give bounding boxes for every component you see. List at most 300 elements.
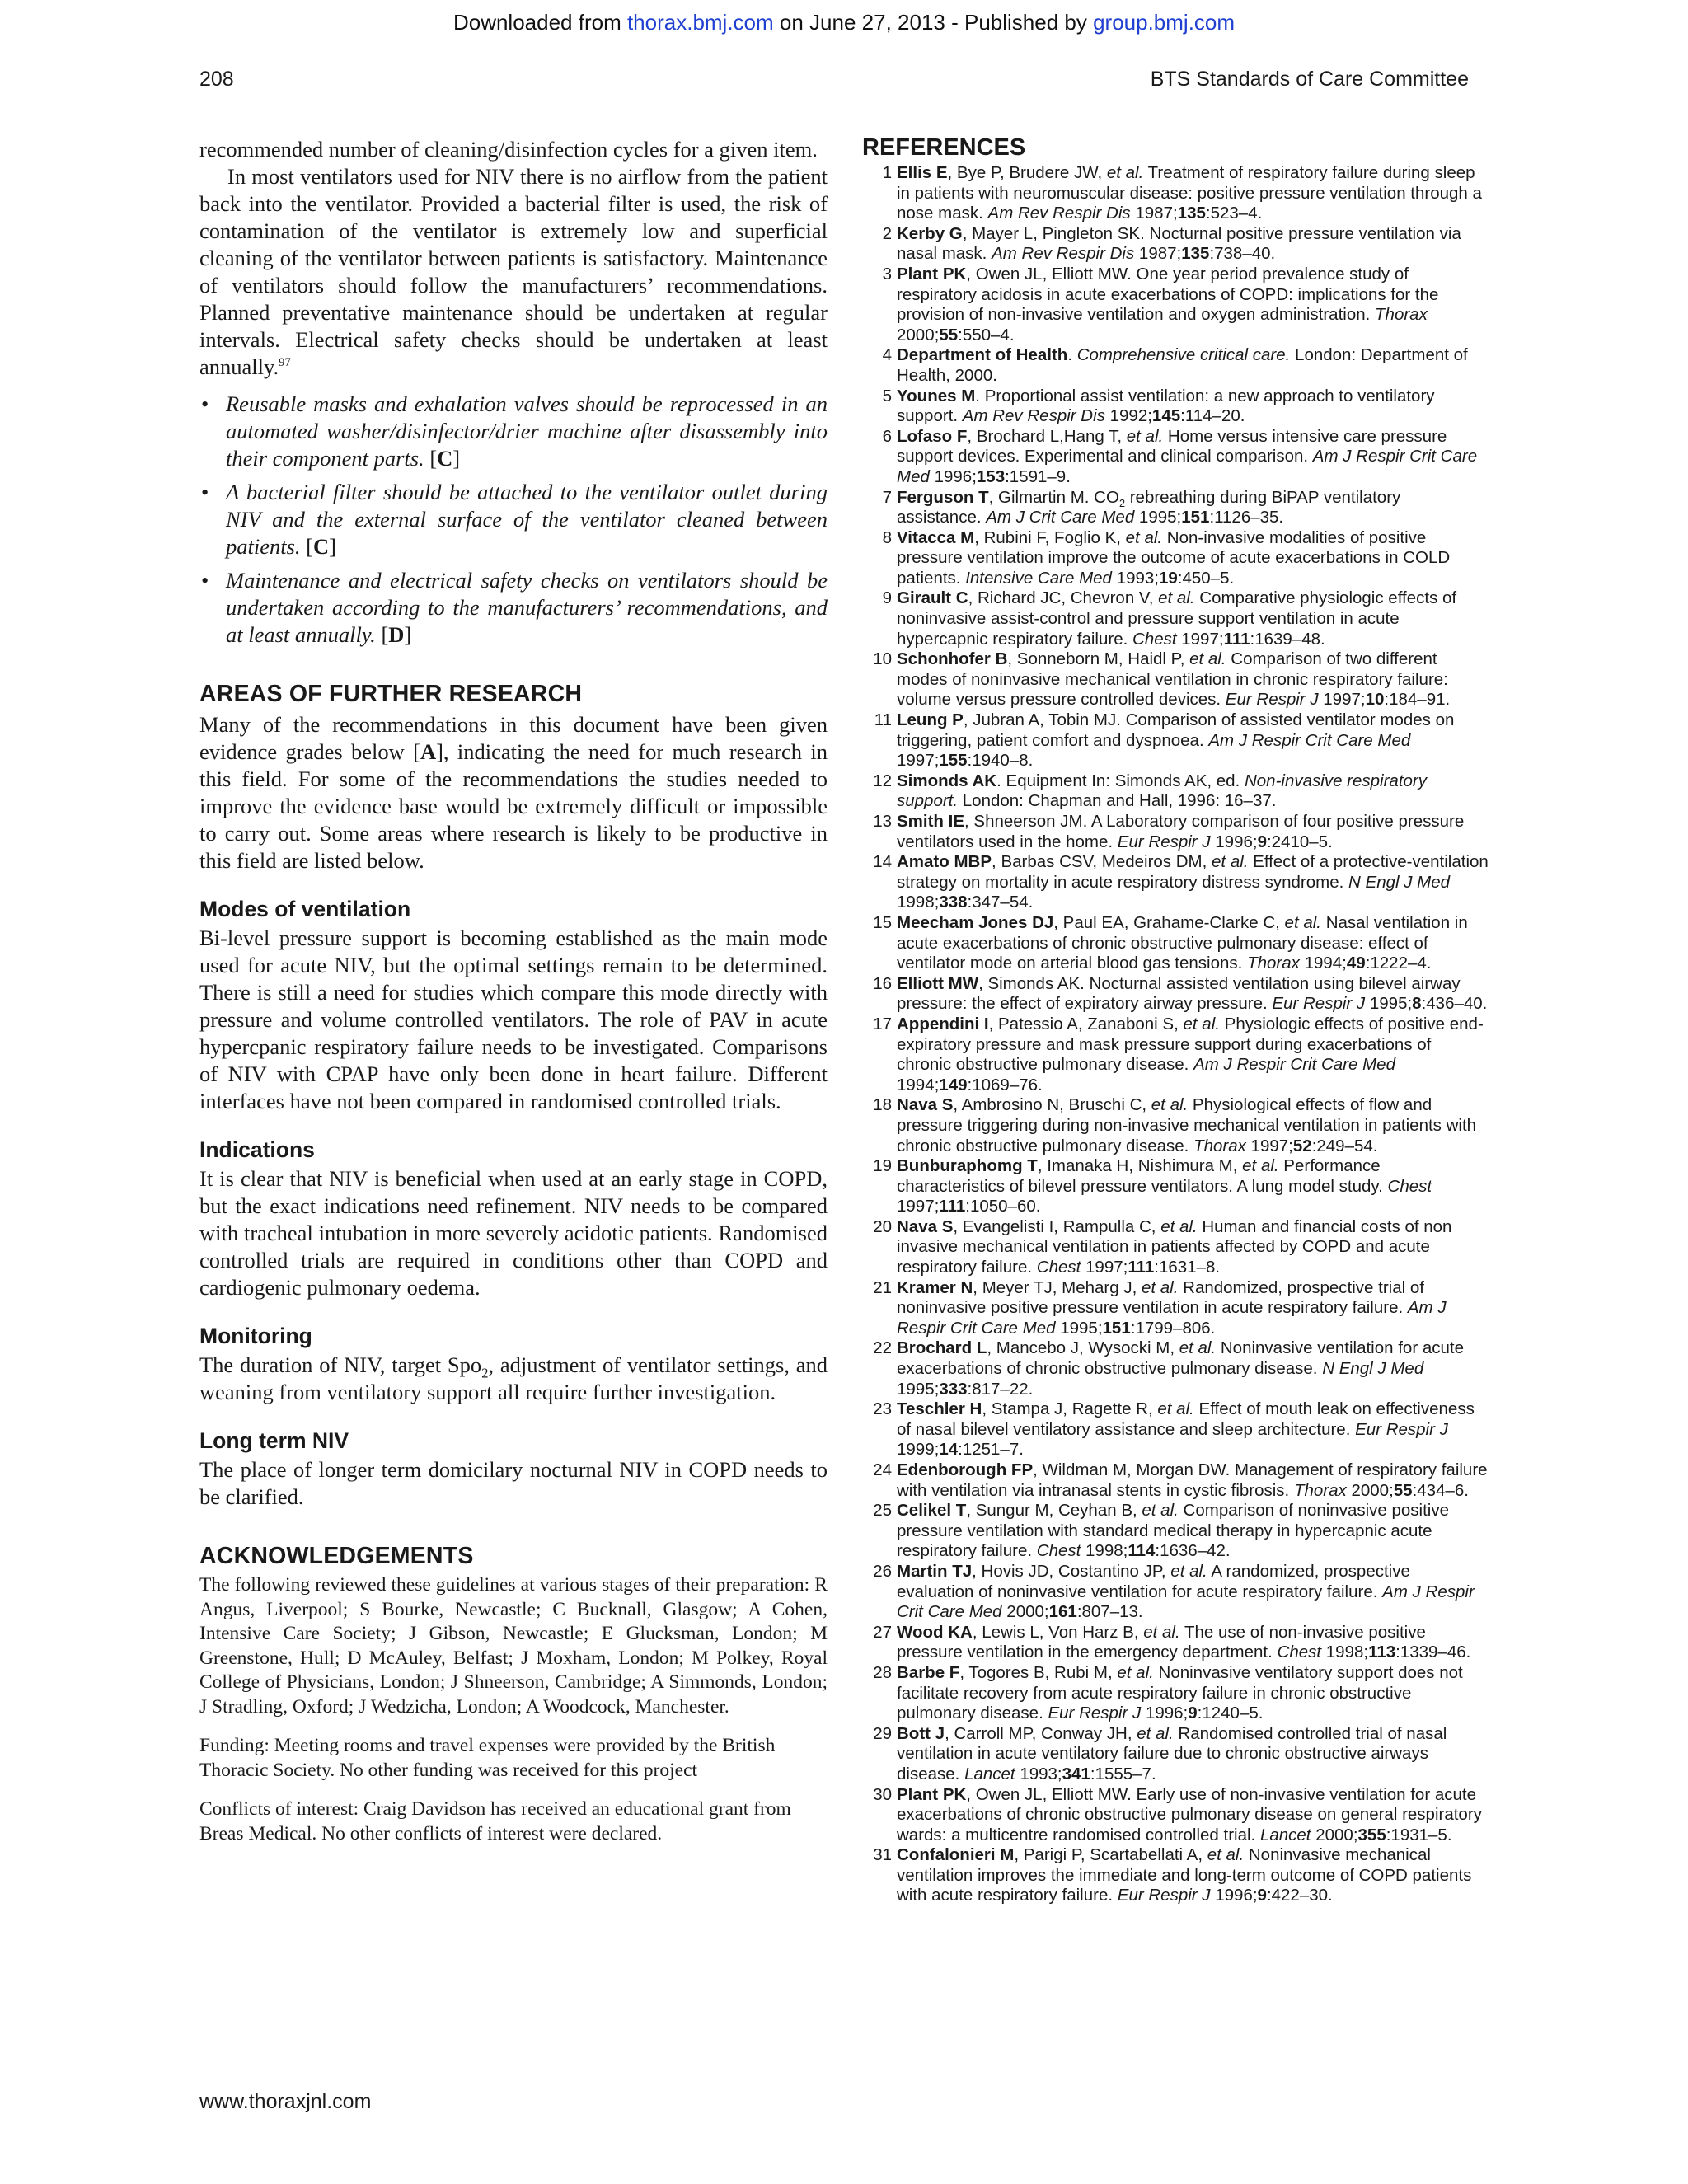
reference-number: 1 (882, 163, 892, 182)
reference-number: 6 (882, 426, 892, 446)
reference-first-author: Barbe F (897, 1662, 960, 1682)
reference-number: 5 (882, 386, 892, 405)
reference-number: 22 (873, 1338, 892, 1358)
reference-first-author: Appendini I (897, 1014, 989, 1033)
reference-etal: et al. (1126, 426, 1164, 446)
heading-acknowledgements: ACKNOWLEDGEMENTS (199, 1543, 474, 1569)
paragraph-modes: Bi-level pressure support is becoming established as the main mode used for acute NIV, but the optimal settings remain to be determined. There is still a need for studies which compare this mode directly with pressure and volume controlled ventilators. The role of PAV in acute hypercpanic respiratory failure needs to be investigated. Comparisons of NIV with CPAP have only been done in heart failure. Different interfaces have not been compared in randomised controlled trials. (199, 926, 828, 1113)
reference-number: 14 (873, 852, 892, 872)
reference-journal: Chest (1387, 1176, 1432, 1196)
right-column (862, 134, 1489, 1906)
reference-item (862, 1501, 1489, 1562)
reference-year: London: Department of Health, 2000. (897, 345, 1468, 385)
paragraph-monitoring-text-a: The duration of NIV, target Spo (199, 1352, 482, 1377)
reference-authors: , Togores B, Rubi M, (959, 1662, 1118, 1682)
reference-etal: et al. (1143, 1622, 1180, 1642)
reference-number: 28 (873, 1662, 892, 1682)
reference-title: Nasal ventilation in acute exacerbations of chronic obstructive pulmonary disease: effect of ventilator mode on arterial blood gas tensions. (897, 912, 1468, 973)
reference-first-author: Nava S (897, 1216, 954, 1236)
reference-year: 1998; (1321, 1643, 1369, 1662)
reference-title: Comparative physiologic effects of noninvasive assist-control and pressure support ventilation in acute hypercapnic respiratory failure. (897, 588, 1457, 649)
reference-pages: :817–22. (967, 1379, 1034, 1399)
reference-title: Comparison of noninvasive positive pressure ventilation with standard medical therapy in hypercapnic acute respiratory failure. (897, 1501, 1450, 1561)
reference-authors: , Meyer TJ, Meharg J, (973, 1277, 1142, 1297)
reference-first-author: Plant PK (897, 1784, 967, 1804)
reference-year: 2000; (1346, 1480, 1394, 1500)
reference-journal: Am J Respir Crit Care Med (1193, 1055, 1395, 1075)
reference-journal: Thorax (1375, 305, 1428, 325)
reference-title: Nocturnal positive pressure ventilation via nasal mask. (897, 223, 1461, 264)
reference-number: 20 (873, 1216, 892, 1236)
reference-item (862, 812, 1489, 852)
reference-title: Randomised controlled trial of nasal ventilation in acute ventilatory failure due to chronic obstructive airways disease. (897, 1723, 1447, 1783)
banner-text-pre: Downloaded from (452, 10, 627, 35)
reference-list (862, 163, 1489, 1906)
reference-first-author: Department of Health (897, 345, 1068, 365)
reference-pages: :434–6. (1412, 1480, 1469, 1500)
citation-ref: 97 (279, 356, 291, 370)
reference-year: 1995; (1365, 994, 1413, 1014)
reference-title: Comparison of assisted ventilator modes on triggering, patient comfort and dyspnoea. (897, 710, 1455, 750)
reference-number: 8 (882, 527, 892, 547)
reference-pages: :1931–5. (1386, 1825, 1452, 1844)
reference-authors: , Carroll MP, Conway JH, (945, 1723, 1137, 1743)
reference-volume: 52 (1292, 1136, 1312, 1155)
recommendation-text: A bacterial filter should be attached to the ventilator outlet during NIV and the external surface of the ventilator cleaned between patients. (226, 480, 828, 559)
reference-number: 16 (873, 973, 892, 993)
reference-number: 3 (882, 264, 892, 284)
paragraph-monitoring-text-b: , adjustment of ventilator settings, and weaning from ventilatory support all require further investigation. (199, 1352, 828, 1404)
reference-volume: 14 (939, 1440, 959, 1460)
reference-volume: 333 (939, 1379, 968, 1399)
reference-title: rebreathing during BiPAP ventilatory assistance. (897, 487, 1401, 527)
reference-first-author: Kramer N (897, 1277, 973, 1297)
reference-number: 7 (882, 487, 892, 507)
reference-authors: . (975, 386, 985, 405)
running-head: BTS Standards of Care Committee (1150, 68, 1469, 91)
bullet-icon: • (201, 391, 209, 416)
reference-number: 27 (873, 1622, 892, 1642)
reference-item (862, 488, 1489, 528)
reference-volume: 55 (939, 325, 959, 344)
reference-authors: , Richard JC, Chevron V, (968, 588, 1159, 608)
reference-item (862, 1399, 1489, 1460)
reference-year: 2000; (1311, 1825, 1358, 1844)
reference-authors: , Ambrosino N, Bruschi C, (953, 1095, 1151, 1115)
reference-pages: :436–40. (1421, 994, 1488, 1014)
reference-etal: et al. (1207, 1845, 1245, 1865)
reference-item (862, 1785, 1489, 1846)
reference-etal: et al. (1157, 1399, 1194, 1419)
reference-year: 1993; (1015, 1764, 1062, 1783)
reference-authors: , Barbas CSV, Medeiros DM, (992, 852, 1212, 872)
reference-authors: , Mancebo J, Wysocki M, (987, 1338, 1179, 1358)
reference-first-author: Leung P (897, 710, 964, 730)
reference-pages: :550–4. (958, 325, 1015, 344)
reference-title: Home versus intensive care pressure support devices. Experimental and clinical comparison. (897, 426, 1447, 466)
reference-volume: 9 (1188, 1704, 1198, 1723)
reference-etal: et al. (1142, 1501, 1179, 1521)
reference-item (862, 710, 1489, 771)
reference-item (862, 588, 1489, 649)
reference-first-author: Meecham Jones DJ (897, 912, 1054, 932)
reference-title: Physiological effects of flow and pressure triggering during non-invasive mechanical ventilation in patients with chronic obstructive pulmonary disease. (897, 1095, 1477, 1155)
heading-modes: Modes of ventilation (199, 897, 411, 921)
reference-first-author: Bott J (897, 1723, 945, 1743)
heading-monitoring: Monitoring (199, 1324, 312, 1348)
reference-journal: Am Rev Respir Dis (987, 204, 1131, 223)
reference-year: 1997; (1245, 1136, 1293, 1155)
reference-title: Treatment of respiratory failure during sleep in patients with neuromuscular disease: positive pressure ventilation through a nose mask. (897, 163, 1482, 223)
reference-item (862, 771, 1489, 812)
reference-title: One year period prevalence study of respiratory acidosis in acute exacerbations of COPD: implications for the provision of non-invasive ventilation and oxygen administration. (897, 264, 1439, 325)
reference-volume: 153 (976, 466, 1006, 486)
reference-year: 1992; (1104, 406, 1152, 426)
reference-year: 1996; (1141, 1704, 1189, 1723)
reference-etal: et al. (1106, 163, 1144, 182)
reference-volume: 135 (1181, 244, 1210, 264)
reference-authors: , Paul EA, Grahame-Clarke C, (1053, 912, 1285, 932)
reference-year: 1997; (897, 1197, 940, 1216)
reference-number: 11 (874, 710, 892, 730)
paragraph-research-text-a: Many of the recommendations in this document have been given evidence grades below [ (199, 712, 828, 764)
footer-url[interactable]: www.thoraxjnl.com (199, 2090, 372, 2113)
reference-title: Effect of mouth leak on effectiveness of nasal bilevel ventilatory assistance and sleep architecture. (897, 1399, 1475, 1439)
reference-subscript: 2 (1118, 496, 1126, 509)
reference-item (862, 1156, 1489, 1217)
reference-number: 26 (873, 1561, 892, 1581)
reference-number: 21 (873, 1277, 892, 1297)
reference-number: 2 (882, 223, 892, 243)
reference-journal: Chest (1277, 1643, 1322, 1662)
reference-first-author: Plant PK (897, 264, 967, 284)
reference-pages: :2410–5. (1266, 832, 1333, 851)
reference-volume: 49 (1346, 954, 1366, 973)
reference-authors: , Sungur M, Ceyhan B, (966, 1501, 1142, 1521)
reference-item (862, 265, 1489, 345)
reference-journal: Eur Respir J (1117, 1886, 1211, 1905)
recommendation-text: Maintenance and electrical safety checks on ventilators should be undertaken according to the manufacturers’ recommendations, and at least annually. (226, 568, 828, 647)
page-number: 208 (199, 68, 234, 91)
reference-first-author: Smith IE (897, 812, 965, 831)
reference-authors: , Stampa J, Ragette R, (982, 1399, 1158, 1419)
reference-etal: et al. (1158, 588, 1195, 608)
banner-text-mid: on June 27, 2013 - Published by (773, 10, 1094, 35)
paragraph-acknowledgements: The following reviewed these guidelines at various stages of their preparation: R Angus, Liverpool; S Bourke, Newcastle; C Bucknall, Glasgow; A Cohen, Intensive Care Society; J Gibson, Newcastle; E Glucksman, London; M Greenstone, Hull; D McAuley, Belfast; J Moxham, London; M Polkey, Royal College of Physicians, London; J Shneerson, Cambridge; A Simmonds, London; J Stradling, Oxford; J Wedzicha, London; A Woodcock, Manchester. (199, 1574, 828, 1718)
reference-year: London: Chapman and Hall, 1996: 16–37. (958, 791, 1277, 811)
reference-item (862, 852, 1489, 913)
reference-authors: , Patessio A, Zanaboni S, (988, 1014, 1184, 1033)
reference-first-author: Lofaso F (897, 426, 968, 446)
reference-year: 1997; (897, 751, 940, 771)
reference-first-author: Girault C (897, 588, 968, 608)
reference-volume: 151 (1181, 508, 1210, 527)
reference-year: 1996; (929, 466, 977, 486)
reference-number: 30 (873, 1784, 892, 1804)
reference-journal: N Engl J Med (1322, 1359, 1424, 1379)
reference-year: 1998; (897, 893, 940, 912)
reference-first-author: Nava S (897, 1095, 954, 1115)
reference-title: A randomized, prospective evaluation of noninvasive ventilation for acute respiratory failure. (897, 1561, 1410, 1601)
reference-authors: . (996, 771, 1006, 790)
reference-item (862, 1015, 1489, 1095)
reference-journal: Eur Respir J (1355, 1419, 1448, 1439)
paragraph-conflicts: Conflicts of interest: Craig Davidson has received an educational grant from Breas Medical. No other conflicts of interest were declared. (199, 1798, 791, 1844)
reference-volume: 161 (1048, 1602, 1077, 1622)
reference-authors: , Hovis JD, Costantino JP, (972, 1561, 1171, 1581)
reference-journal: Am Rev Respir Dis (962, 406, 1105, 426)
reference-pages: :422–30. (1266, 1886, 1333, 1905)
reference-journal: Am Rev Respir Dis (992, 244, 1135, 264)
reference-authors: , Brochard L,Hang T, (967, 426, 1127, 446)
reference-pages: :738–40. (1209, 244, 1276, 264)
reference-title: Early use of non-invasive ventilation for acute exacerbations of chronic obstructive pulmonary disease on general respiratory wards: a multicentre randomised controlled trial. (897, 1784, 1482, 1844)
reference-title: Equipment In: Simonds AK, ed. (1006, 771, 1245, 790)
reference-number: 4 (882, 345, 892, 365)
reference-item (862, 649, 1489, 710)
reference-number: 19 (873, 1156, 892, 1176)
reference-journal: Am J Respir Crit Care Med (897, 1582, 1475, 1622)
reference-volume: 8 (1412, 994, 1422, 1014)
reference-number: 23 (873, 1399, 892, 1419)
reference-title: The use of non-invasive positive pressure ventilation in the emergency department. (897, 1622, 1426, 1662)
evidence-grade: C (437, 446, 453, 471)
reference-first-author: Schonhofer B (897, 649, 1008, 669)
reference-authors: , Sonneborn M, Haidl P, (1007, 649, 1190, 669)
reference-title: Effect of a protective-ventilation strategy on mortality in acute respiratory distress syndrome. (897, 852, 1489, 892)
reference-pages: :1636–42. (1155, 1541, 1231, 1561)
reference-journal: Am J Respir Crit Care Med (897, 447, 1478, 486)
reference-volume: 111 (1223, 629, 1250, 649)
thorax-link[interactable]: thorax.bmj.com (626, 10, 774, 35)
reference-title: Noninvasive mechanical ventilation improves the immediate and long-term outcome of COPD patients with acute respiratory failure. (897, 1845, 1472, 1905)
reference-journal: Intensive Care Med (965, 568, 1112, 588)
reference-item (862, 387, 1489, 427)
reference-etal: et al. (1212, 852, 1249, 872)
reference-item (862, 345, 1489, 386)
reference-etal: et al. (1151, 1095, 1189, 1115)
reference-volume: 114 (1128, 1541, 1156, 1561)
reference-volume: 355 (1357, 1825, 1386, 1844)
reference-pages: :523–4. (1205, 204, 1263, 223)
bullet-icon: • (201, 568, 209, 593)
reference-journal: Thorax (1293, 1480, 1347, 1500)
reference-item (862, 974, 1489, 1015)
reference-journal: Lancet (1259, 1825, 1311, 1844)
reference-journal: Thorax (1247, 954, 1300, 973)
reference-number: 13 (873, 812, 892, 831)
reference-first-author: Confalonieri M (897, 1845, 1015, 1865)
reference-volume: 338 (939, 893, 968, 912)
reference-year: 1997; (1176, 629, 1224, 649)
reference-pages: :184–91. (1384, 690, 1451, 710)
group-bmj-link[interactable]: group.bmj.com (1093, 10, 1236, 35)
reference-pages: :1069–76. (967, 1075, 1043, 1094)
reference-authors: , Wildman M, Morgan DW. (1033, 1460, 1236, 1479)
heading-further-research: AREAS OF FURTHER RESEARCH (199, 681, 583, 707)
reference-pages: :1940–8. (967, 751, 1034, 771)
reference-first-author: Martin TJ (897, 1561, 973, 1581)
reference-title: A Laboratory comparison of four positive pressure ventilators used in the home. (897, 812, 1465, 851)
reference-number: 25 (873, 1501, 892, 1521)
reference-number: 24 (873, 1460, 892, 1479)
reference-pages: :1639–48. (1250, 629, 1325, 649)
reference-title: Physiologic effects of positive end-expiratory pressure and mask pressure support during exacerbations of chronic obstructive pulmonary disease. (897, 1014, 1484, 1075)
reference-authors: , Lewis L, Von Harz B, (972, 1622, 1144, 1642)
reference-etal: et al. (1117, 1662, 1154, 1682)
reference-journal: Thorax (1193, 1136, 1246, 1155)
reference-first-author: Ferguson T (897, 487, 989, 507)
reference-year: 1994; (897, 1075, 940, 1094)
reference-item (862, 1278, 1489, 1339)
reference-journal: Am J Crit Care Med (986, 508, 1135, 527)
reference-title: Human and financial costs of non invasive mechanical ventilation in patients affected by COPD and acute respiratory failure. (897, 1216, 1452, 1277)
reference-authors: , Simonds AK. (978, 973, 1090, 993)
reference-first-author: Younes M (897, 386, 976, 405)
reference-pages: :1251–7. (958, 1440, 1024, 1460)
paragraph-funding: Funding: Meeting rooms and travel expenses were provided by the British Thoracic Society. No other funding was received for this project (199, 1735, 776, 1781)
reference-year: 2000; (1001, 1602, 1049, 1622)
reference-title: Comparison of two different modes of noninvasive mechanical ventilation in chronic respiratory failure: volume versus pressure controlled devices. (897, 649, 1448, 710)
reference-year: 1998; (1081, 1541, 1128, 1561)
reference-pages: :1631–8. (1154, 1258, 1221, 1277)
reference-volume: 149 (939, 1075, 968, 1094)
recommendation-text: Reusable masks and exhalation valves should be reprocessed in an automated washer/disinfector/drier machine after disassembly into their component parts. (226, 391, 828, 471)
reference-year: 1993; (1111, 568, 1159, 588)
reference-year: 1987; (1130, 204, 1178, 223)
reference-authors: , Bye P, Brudere JW, (947, 163, 1107, 182)
reference-pages: :450–5. (1177, 568, 1235, 588)
reference-item (862, 1562, 1489, 1623)
reference-journal: Chest (1132, 629, 1177, 649)
reference-pages: :1222–4. (1365, 954, 1432, 973)
reference-volume: 55 (1393, 1480, 1413, 1500)
recommendation-list (199, 391, 828, 649)
reference-item (862, 1623, 1489, 1663)
reference-authors: , Imanaka H, Nishimura M, (1037, 1156, 1243, 1176)
reference-volume: 155 (939, 751, 968, 771)
reference-first-author: Edenborough FP (897, 1460, 1034, 1479)
reference-item (862, 1338, 1489, 1399)
reference-volume: 9 (1257, 832, 1267, 851)
reference-pages: :1555–7. (1090, 1764, 1156, 1783)
reference-year: 1987; (1134, 244, 1182, 264)
reference-etal: et al. (1170, 1561, 1207, 1581)
reference-pages: :249–54. (1311, 1136, 1378, 1155)
reference-pages: :807–13. (1076, 1602, 1143, 1622)
reference-pages: :1799–806. (1130, 1318, 1216, 1338)
reference-journal: Eur Respir J (1048, 1704, 1142, 1723)
reference-item (862, 528, 1489, 589)
reference-number: 17 (873, 1014, 892, 1033)
reference-pages: :1591–9. (1005, 466, 1071, 486)
reference-volume: 113 (1368, 1643, 1396, 1662)
paragraph-ventilators-text: In most ventilators used for NIV there is no airflow from the patient back into the ventilator. Provided a bacterial filter is used, the risk of contamination of the ventilator is extremely low and superficial cleaning of the ventilator between patients is satisfactory. Maintenance of ventilators should follow the manufacturers’ recommendations. Planned preventative maintenance should be undertaken at regular intervals. Electrical safety checks should be undertaken at least annually. (199, 164, 828, 379)
reference-year: 2000; (897, 325, 940, 344)
reference-year: 1994; (1299, 954, 1347, 973)
reference-pages: :347–54. (967, 893, 1034, 912)
reference-authors: , Jubran A, Tobin MJ. (963, 710, 1126, 730)
reference-authors: , Rubini F, Foglio K, (974, 527, 1126, 547)
reference-authors: , Parigi P, Scartabellati A, (1014, 1845, 1207, 1865)
bullet-icon: • (201, 480, 209, 504)
reference-pages: :1339–46. (1395, 1643, 1471, 1662)
reference-volume: 9 (1257, 1886, 1267, 1905)
reference-etal: et al. (1183, 1014, 1220, 1033)
reference-volume: 19 (1158, 568, 1178, 588)
paragraph-indications: It is clear that NIV is beneficial when used at an early stage in COPD, but the exact indications need refinement. NIV needs to be compared with tracheal intubation in more severely acidotic patients. Randomised controlled trials are required in conditions other than COPD and cardiogenic pulmonary oedema. (199, 1166, 828, 1300)
recommendation-item: • A bacterial filter should be attached to the ventilator outlet during NIV and the external surface of the ventilator cleaned between patients. [C] (201, 480, 828, 559)
reference-year: 1996; (1210, 832, 1258, 851)
reference-first-author: Ellis E (897, 163, 948, 182)
reference-journal: Chest (1036, 1258, 1081, 1277)
reference-number: 9 (882, 588, 892, 608)
reference-etal: et al. (1284, 912, 1321, 932)
reference-title: Noninvasive ventilatory support does not facilitate recovery from acute respiratory failure in chronic obstructive pulmonary disease. (897, 1662, 1463, 1723)
reference-first-author: Vitacca M (897, 527, 975, 547)
recommendation-item: • Reusable masks and exhalation valves should be reprocessed in an automated washer/disinfector/drier machine after disassembly into their component parts. [C] (201, 391, 828, 471)
heading-references: REFERENCES (862, 134, 1026, 161)
reference-title: Performance characteristics of bilevel pressure ventilators. A lung model study. (897, 1156, 1388, 1196)
reference-first-author: Elliott MW (897, 973, 979, 993)
reference-journal: Non-invasive respiratory support. (897, 771, 1427, 811)
reference-journal: N Engl J Med (1348, 872, 1451, 892)
reference-etal: et al. (1137, 1723, 1174, 1743)
reference-year: 1996; (1210, 1886, 1258, 1905)
reference-journal: Eur Respir J (1272, 994, 1366, 1014)
reference-pages: :1126–35. (1209, 508, 1284, 527)
reference-title: Randomized, prospective trial of noninvasive positive pressure ventilation in acute respiratory failure. (897, 1277, 1424, 1318)
reference-etal: et al. (1160, 1216, 1198, 1236)
reference-journal: Eur Respir J (1225, 690, 1319, 710)
reference-authors: , Gilmartin M. CO (988, 487, 1119, 507)
reference-etal: et al. (1242, 1156, 1279, 1176)
reference-year: 1995; (1134, 508, 1182, 527)
reference-journal: Am J Respir Crit Care Med (897, 1298, 1447, 1338)
reference-pages: :1240–5. (1197, 1704, 1264, 1723)
evidence-grade: C (313, 534, 330, 559)
reference-title: Proportional assist ventilation: a new approach to ventilatory support. (897, 386, 1435, 426)
paragraph-ventilators (199, 163, 828, 381)
reference-first-author: Teschler H (897, 1399, 982, 1419)
reference-volume: 111 (1128, 1258, 1155, 1277)
reference-volume: 151 (1102, 1318, 1131, 1338)
reference-first-author: Wood KA (897, 1622, 973, 1642)
reference-etal: et al. (1179, 1338, 1217, 1358)
subscript: 2 (481, 1365, 489, 1381)
reference-pages: :1050–60. (965, 1197, 1041, 1216)
reference-authors: , Mayer L, Pingleton SK. (962, 223, 1150, 243)
paragraph-monitoring (199, 1352, 828, 1406)
left-column (199, 136, 828, 1846)
heading-long-term: Long term NIV (199, 1428, 349, 1453)
reference-item (862, 1217, 1489, 1278)
reference-journal: Eur Respir J (1117, 832, 1211, 851)
reference-journal: Lancet (964, 1764, 1015, 1783)
reference-first-author: Celikel T (897, 1501, 967, 1521)
heading-indications: Indications (199, 1137, 315, 1162)
reference-authors: . (1067, 345, 1077, 365)
reference-first-author: Bunburaphomg T (897, 1156, 1038, 1176)
reference-title: Nocturnal assisted ventilation using bilevel airway pressure: the effect of expiratory airway pressure. (897, 973, 1461, 1014)
reference-authors: , Owen JL, Elliott MW. (966, 1784, 1137, 1804)
reference-first-author: Amato MBP (897, 852, 992, 872)
reference-volume: 341 (1062, 1764, 1090, 1783)
download-banner (0, 10, 1688, 35)
reference-number: 18 (873, 1095, 892, 1115)
reference-number: 10 (873, 649, 892, 669)
reference-etal: et al. (1125, 527, 1163, 547)
